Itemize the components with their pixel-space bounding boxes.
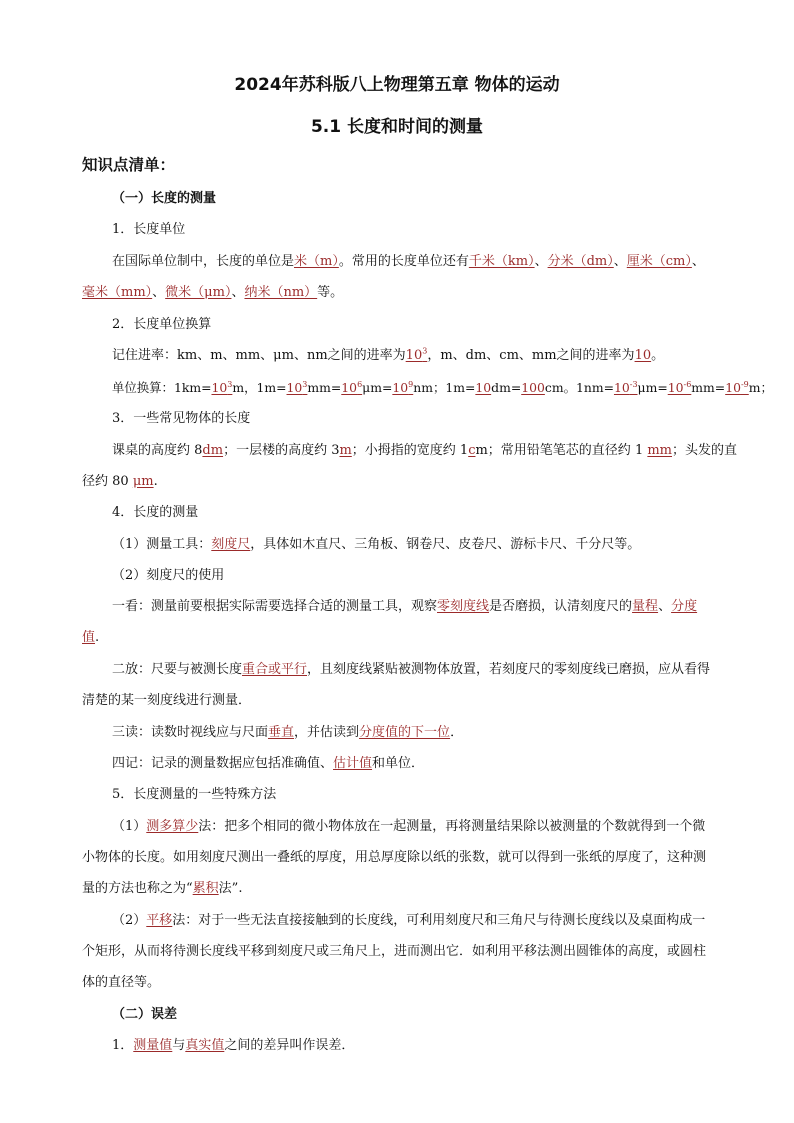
paragraph-units-line2: 毫米（mm）、微米（μm）、纳米（nm）等。 bbox=[82, 285, 344, 300]
section-heading: 知识点清单： bbox=[82, 156, 176, 174]
document-title: 2024年苏科版八上物理第五章 物体的运动 bbox=[234, 75, 560, 95]
answer-millimeter: 毫米（mm） bbox=[82, 285, 153, 300]
paragraph-conversion-rates: 记住进率：km、m、mm、μm、nm之间的进率为$10^3$，m、dm、cm、mm之间的进率为10。 bbox=[112, 346, 665, 363]
paragraph-method2-line3: 体的直径等。 bbox=[82, 975, 161, 990]
paragraph-put-line2: 清楚的某一刻度线进行测量． bbox=[82, 693, 252, 708]
answer-rate-1000: $10^3$ bbox=[405, 346, 428, 363]
paragraph-look-line2: 值. bbox=[82, 630, 100, 645]
paragraph-common-line1: 课桌的高度约 8dm；一层楼的高度约 3m；小拇指的宽度约 1cm；常用铅笔笔芯的直径约 1 mm；头发的直 bbox=[112, 443, 738, 458]
paragraph-look-line1: 一看：测量前要根据实际需要选择合适的测量工具，观察零刻度线是否磨损，认清刻度尺的量程、分度 bbox=[112, 599, 698, 614]
item-title-ruler-usage: （2）刻度尺的使用 bbox=[112, 568, 225, 583]
paragraph-method2-line1: （2）平移法：对于一些无法直接接触到的长度线，可利用刻度尺和三角尺与待测长度线以及桌面构成一 bbox=[112, 913, 706, 928]
paragraph-record: 四记：记录的测量数据应包括准确值、估计值和单位． bbox=[112, 756, 425, 771]
paragraph-put-line1: 二放：尺要与被测长度重合或平行，且刻度线紧贴被测物体放置，若刻度尺的零刻度线已磨损，应从看得 bbox=[112, 662, 711, 677]
answer-micrometer: 微米（μm） bbox=[165, 285, 232, 300]
subsection-title-error: （二）误差 bbox=[112, 1007, 178, 1022]
answer-rate-10: 10 bbox=[634, 348, 652, 363]
paragraph-method2-line2: 个矩形，从而将待测长度线平移到刻度尺或三角尺上，进而测出它．如利用平移法测出圆锥体的高度，或圆柱 bbox=[82, 944, 707, 959]
item-title-conversion: 2．长度单位换算 bbox=[112, 317, 212, 332]
item-title-special-methods: 5．长度测量的一些特殊方法 bbox=[112, 787, 277, 802]
answer-meter: 米（m） bbox=[294, 254, 339, 269]
paragraph-error-definition: 1．测量值与真实值之间的差异叫作误差． bbox=[112, 1038, 355, 1053]
item-title-measurement: 4．长度的测量 bbox=[112, 505, 199, 520]
document-subtitle: 5.1 长度和时间的测量 bbox=[310, 117, 484, 137]
paragraph-method1-line3: 量的方法也称之为“累积法”. bbox=[82, 881, 243, 896]
subsection-title-length: （一）长度的测量 bbox=[112, 191, 217, 206]
answer-kilometer: 千米（km） bbox=[468, 254, 535, 269]
answer-decimeter: 分米（dm） bbox=[547, 254, 614, 269]
paragraph-units-line1: 在国际单位制中，长度的单位是米（m）。常用的长度单位还有千米（km）、分米（dm）、厘米（cm）、 bbox=[112, 254, 705, 269]
answer-nanometer: 纳米（nm） bbox=[244, 285, 318, 300]
paragraph-method1-line2: 小物体的长度。如用刻度尺测出一叠纸的厚度，用总厚度除以纸的张数，就可以得到一张纸的厚度了，这种测 bbox=[82, 850, 707, 865]
item-title-common-lengths: 3．一些常见物体的长度 bbox=[112, 411, 251, 426]
paragraph-conversion-formulas: 单位换算：$1km=10^3m$，$1m=10^3mm=10^6\mu m=10^9nm$；1m=10dm=100cm。$1nm=10^{-3}\mu m=10^{-6}mm=10^{-9}m$； bbox=[112, 379, 773, 395]
paragraph-read: 三读：读数时视线应与尺面垂直，并估读到分度值的下一位． bbox=[112, 725, 464, 740]
paragraph-common-line2: 径约 80 μm. bbox=[82, 474, 158, 489]
item-title-units: 1．长度单位 bbox=[112, 222, 186, 237]
paragraph-tools: （1）测量工具：刻度尺，具体如木直尺、三角板、钢卷尺、皮卷尺、游标卡尺、千分尺等。 bbox=[112, 537, 641, 552]
paragraph-method1-line1: （1）测多算少法：把多个相同的微小物体放在一起测量，再将测量结果除以被测量的个数就得到一个微 bbox=[112, 819, 706, 834]
answer-centimeter: 厘米（cm） bbox=[626, 254, 692, 269]
